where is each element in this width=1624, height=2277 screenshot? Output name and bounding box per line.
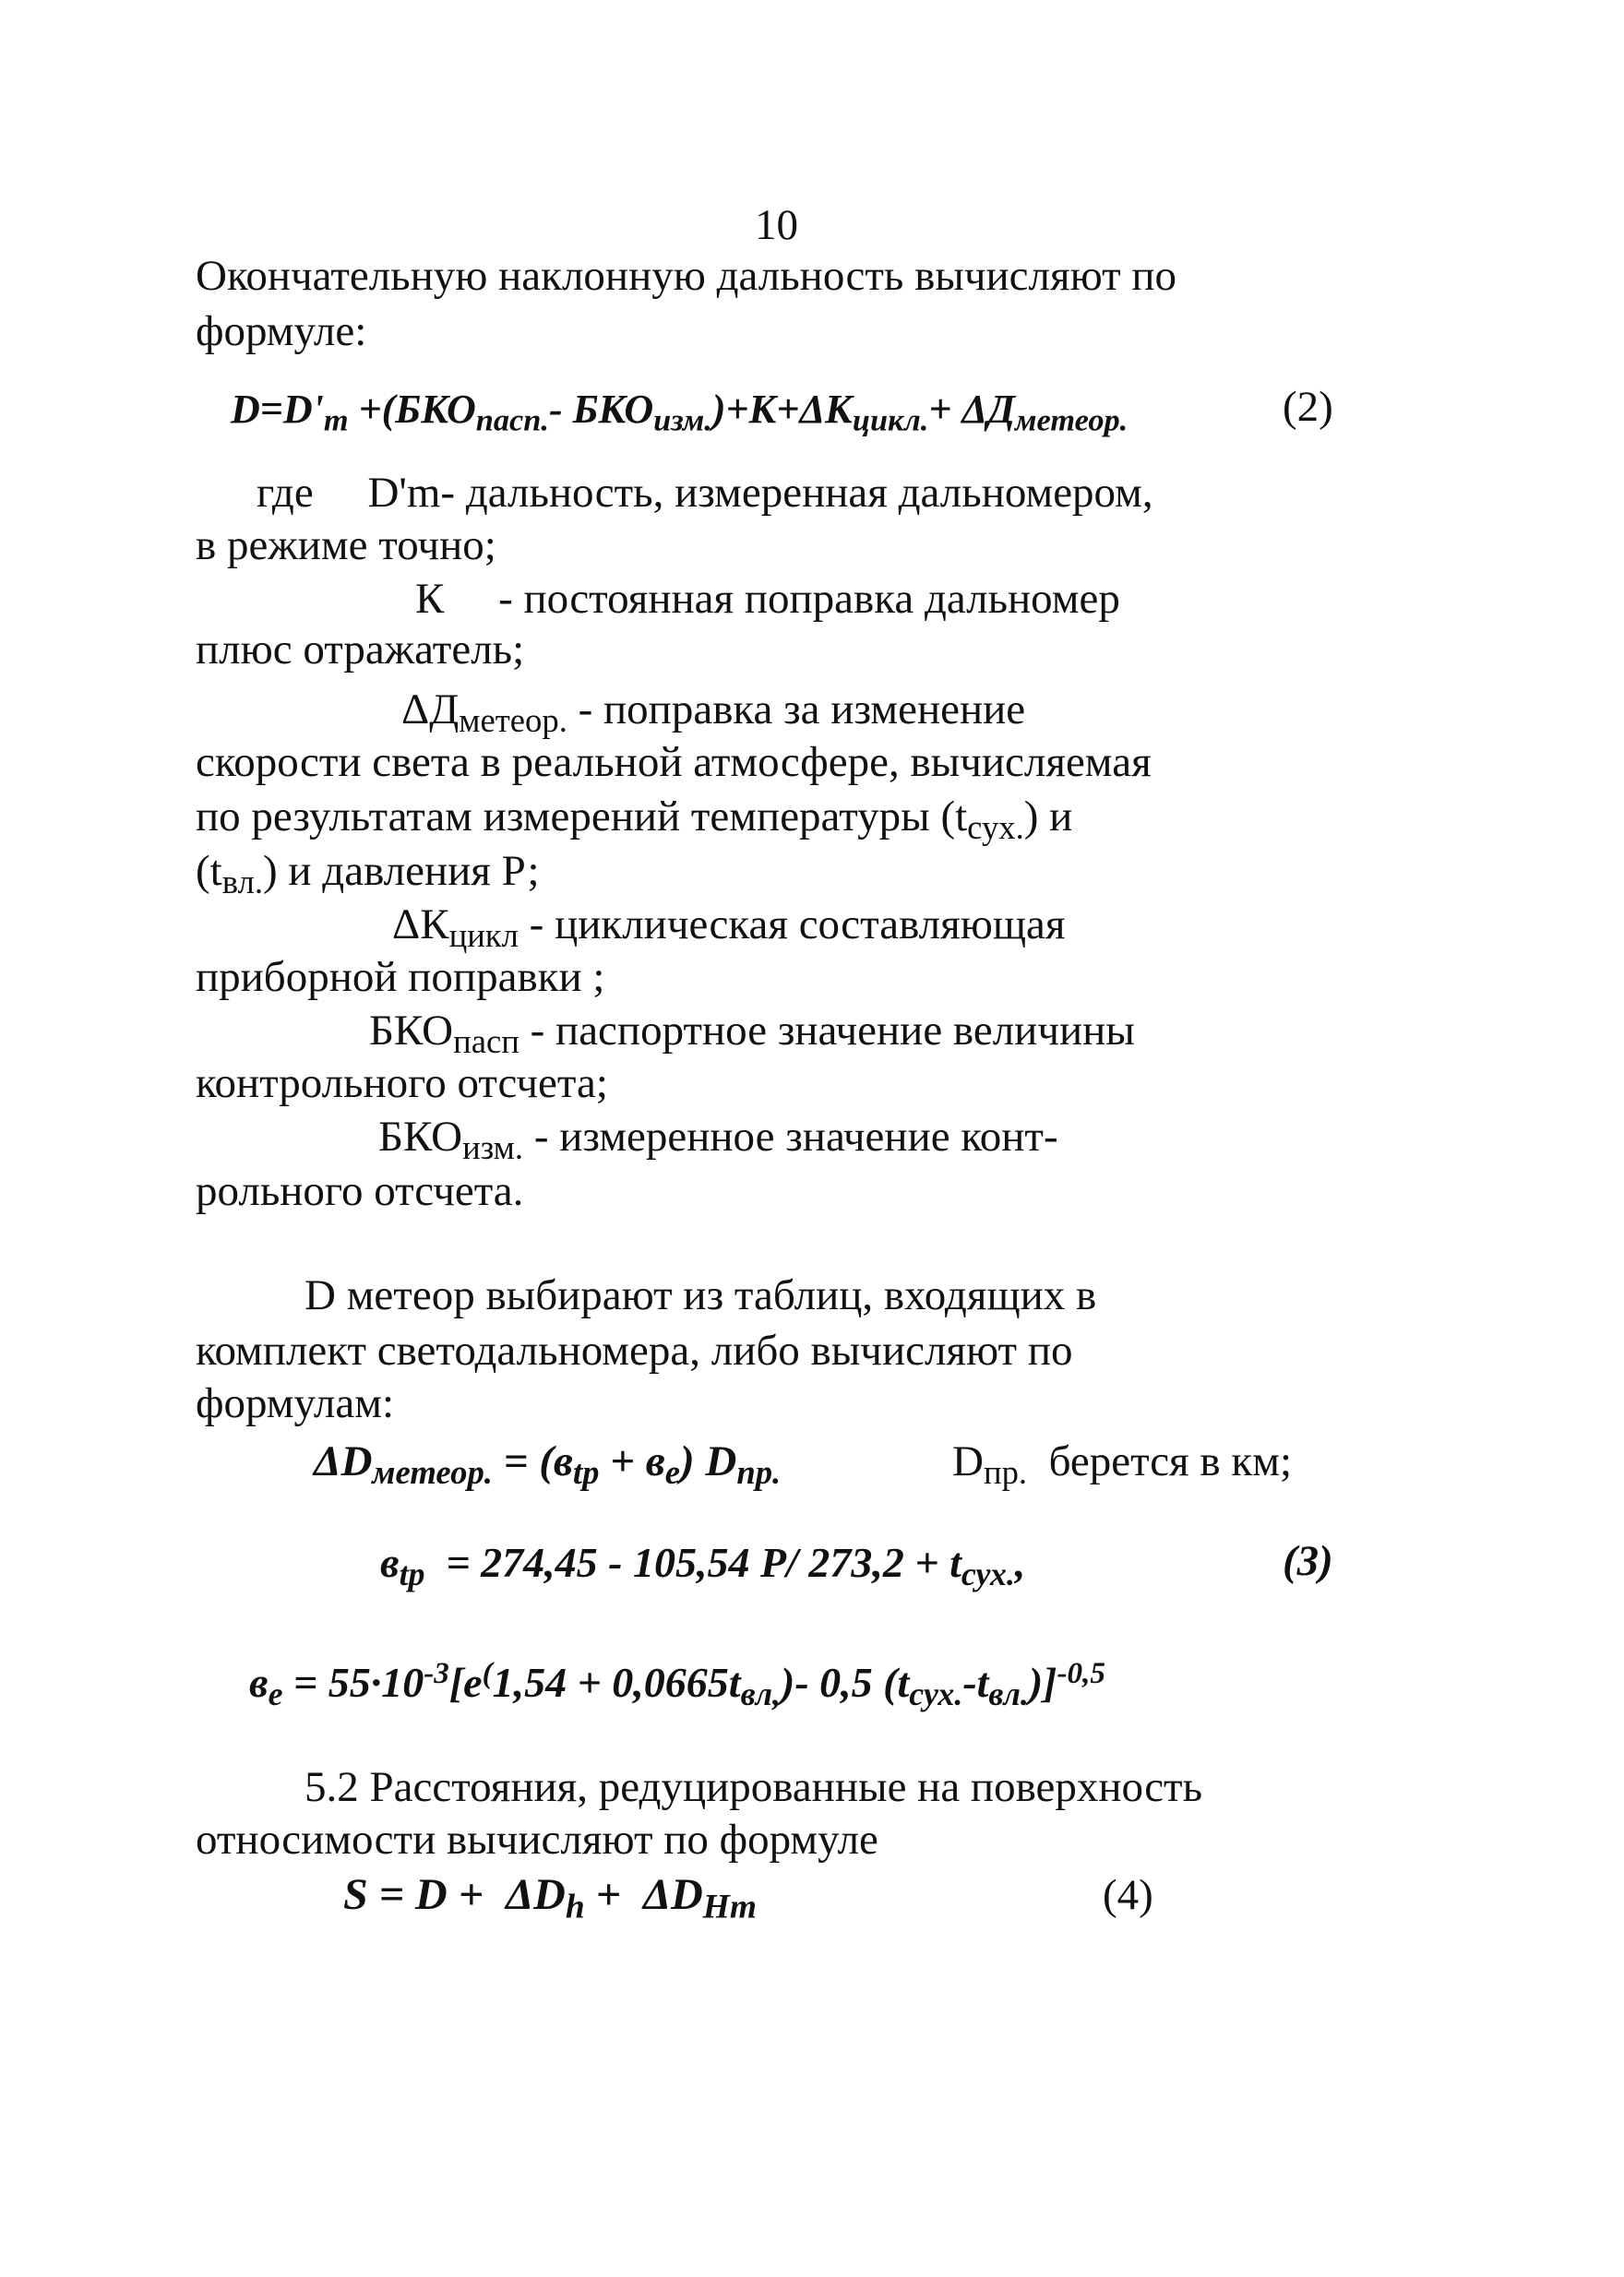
def-dkcycl-line-1: $\Delta К_{цикл}$ - циклическая составляющая (392, 900, 1066, 955)
def-bkoizm-line-2: рольного отсчета. (196, 1167, 524, 1215)
page-number: 10 (755, 201, 798, 249)
def-k-line-2: плюс отражатель; (196, 626, 525, 674)
section52-line-1: 5.2 Расстояния, редуцированные на поверхность (304, 1763, 1203, 1811)
def-bkopasp-line-1: $БКО_{пасп}$ - паспортное значение величины (369, 1007, 1135, 1061)
paragraph-line-1: D метеор выбирают из таблиц, входящих в (304, 1271, 1097, 1319)
paragraph-line-2: комплект светодальномера, либо вычисляют по (196, 1327, 1073, 1375)
paragraph-line-3: формулам: (196, 1379, 395, 1427)
def-dm-line-1: где D'm- дальность, измеренная дальномером, (257, 469, 1153, 517)
def-k-line-1: К - постоянная поправка дальномер (415, 575, 1120, 623)
formula-meteor: $\Delta D_{метеор.} = (в_{tp} + в_e)$ $D_{пр.}$ (314, 1437, 782, 1492)
formula-meteor-note: $D_{пр.}$ берется в км; (952, 1437, 1292, 1492)
def-dm-line-2: в режиме точно; (196, 521, 496, 569)
formula-3: $в_{tp} = 274,45 - 105,54$ Р/ $273,2 + t_{сух.}$, (380, 1539, 1026, 1592)
def-bkopasp-line-2: контрольного отсчета; (196, 1059, 608, 1107)
def-bkoizm-line-1: $БКО_{изм.}$ - измеренное значение конт- (378, 1113, 1058, 1167)
formula-2-number: (2) (1283, 383, 1333, 431)
def-dmeteor-line-3: по результатам измерений температуры $(t_{сух.})$ и (196, 793, 1073, 847)
section52-line-2: относимости вычисляют по формуле (196, 1816, 878, 1864)
def-dmeteor-line-4: $(t_{вл.})$ и давления Р; (196, 847, 540, 901)
formula-ve: $в_e = 55\cdot 10^{-3}[e^(1,54 + 0,0665t_{вл,})-$ 0,5 $(t_{сух.}-t_{вл.})]^{-0,5}$ (249, 1656, 1105, 1712)
def-dmeteor-line-1: $\Delta Д_{метеор.}$ - поправка за изменение (401, 685, 1026, 740)
intro-line-1: Окончательную наклонную дальность вычисляют по (196, 252, 1177, 300)
formula-4-number: (4) (1103, 1871, 1153, 1919)
formula-2: $D=D'_m +(БКО_{пасп.}-$ $БКО_{изм.})+К+\Delta К_{цикл.}+ \Delta Д_{метеор.}$ (231, 387, 1128, 438)
formula-4: $S = D + \Delta D_h + \Delta D_{Hm}$ (343, 1870, 757, 1926)
def-dkcycl-line-2: приборной поправки ; (196, 953, 605, 1001)
formula-3-number: (3) (1283, 1537, 1333, 1585)
def-dmeteor-line-2: скорости света в реальной атмосфере, вычисляемая (196, 738, 1152, 786)
intro-line-2: формуле: (196, 307, 367, 355)
